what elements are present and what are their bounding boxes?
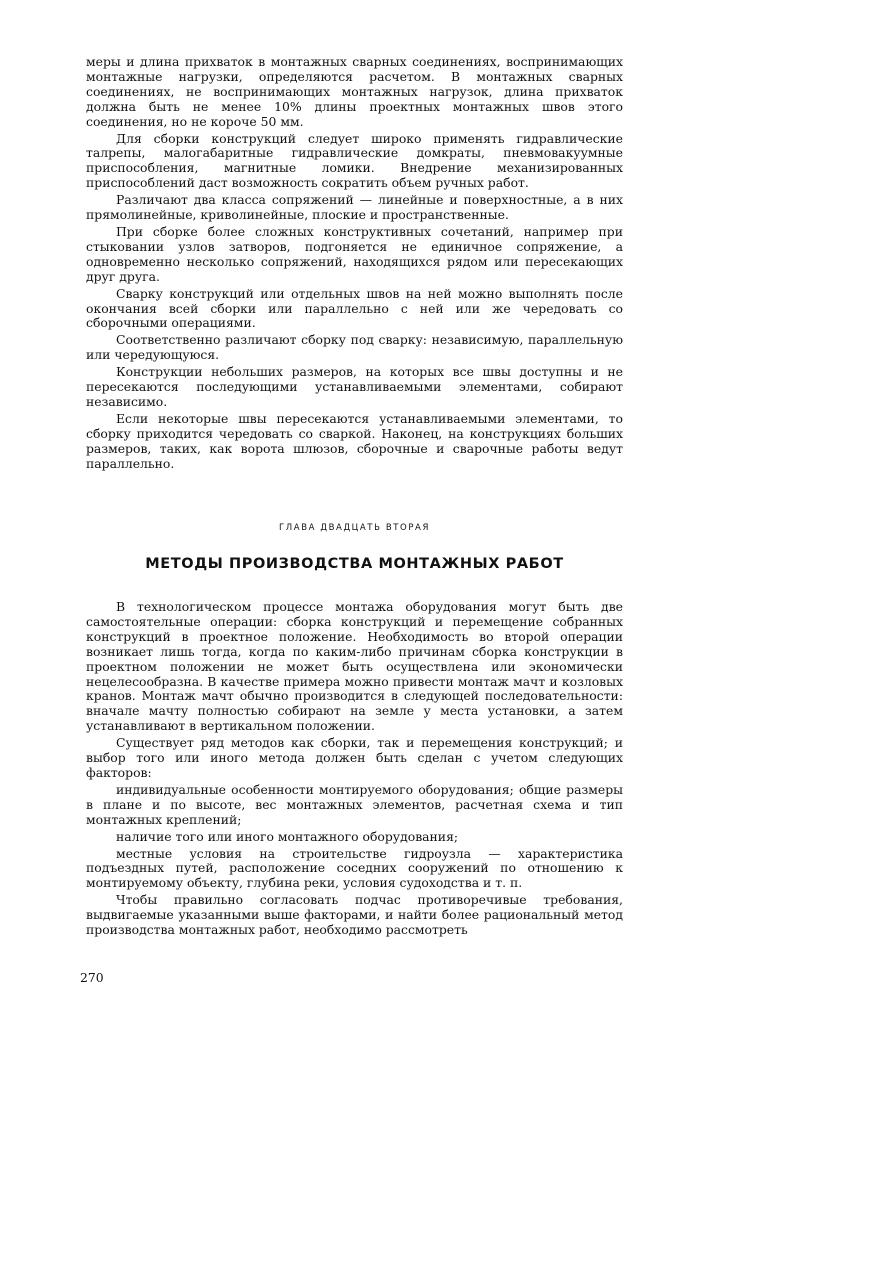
- paragraph: Существует ряд методов как сборки, так и перемещения конструкций; и выбор того или иного метода должен быть сделан с учетом следующих факторов:: [86, 735, 623, 780]
- page-number: 270: [80, 970, 104, 985]
- chapter-title: МЕТОДЫ ПРОИЗВОДСТВА МОНТАЖНЫХ РАБОТ: [145, 556, 564, 572]
- paragraph: наличие того или иного монтажного оборудования;: [116, 828, 459, 844]
- paragraph: Чтобы правильно согласовать подчас противоречивые требования, выдвигаемые указанными выше факторами, и найти более рациональный метод производства монтажных работ, необходимо рассмотреть: [86, 892, 623, 938]
- top-text-block: [86, 55, 623, 473]
- paragraph: Если некоторые швы пересекаются устанавливаемыми элементами, то сборку приходится чередовать со сваркой. Наконец, на конструкциях больших размеров, таких, как ворота шлюзов, сборочные и сварочные работы ведут параллельно.: [86, 410, 623, 471]
- chapter-label: ГЛАВА ДВАДЦАТЬ ВТОРАЯ: [279, 523, 430, 533]
- paragraph: Для сборки конструкций следует широко применять гидравлические талрепы, малогабаритные гидравлические домкраты, пневмовакуумные приспособления, магнитные ломики. Внедрение механизированных приспособлений даст возможность сократить объем ручных работ.: [86, 130, 623, 191]
- paragraph: Соответственно различают сборку под сварку: независимую, параллельную или чередующуюся.: [86, 332, 623, 363]
- paragraph: меры и длина прихваток в монтажных сварных соединениях, воспринимающих монтажные нагрузки, определяются расчетом. В монтажных сварных соединениях, не воспринимающих монтажных нагрузок, длина прихваток должна быть не менее 10% длины проектных монтажных швов этого соединения, но не короче 50 мм.: [86, 54, 623, 129]
- paragraph: местные условия на строительстве гидроузла — характеристика подъездных путей, расположение соседних сооружений по отношению к монтируемому объекту, глубина реки, условия судоходства и т. п.: [86, 845, 623, 891]
- paragraph: индивидуальные особенности монтируемого оборудования; общие размеры в плане и по высоте, вес монтажных элементов, расчетная схема и тип монтажных креплений;: [86, 781, 623, 827]
- paragraph: В технологическом процессе монтажа оборудования могут быть две самостоятельные операции: сборка конструкций и перемещение собранных конструкций в проектное положение. Необходимость во второй операции возникает лишь тогда, когда по каким-либо причинам сборка конструкции в проектном положении не может быть осуществлена или экономически нецелесообразна. В качестве примера можно привести монтаж мачт и козловых кранов. Монтаж мачт обычно производится в следующей последовательности: вначале мачту полностью собирают на земле у места установки, а затем устанавливают в вертикальном положении.: [86, 599, 623, 734]
- bottom-text-block: [86, 600, 623, 940]
- paragraph: Различают два класса сопряжений — линейные и поверхностные, а в них прямолинейные, криволинейные, плоские и пространственные.: [86, 192, 623, 223]
- paragraph: Конструкции небольших размеров, на которых все швы доступны и не пересекаются последующими устанавливаемыми элементами, собирают независимо.: [86, 364, 623, 409]
- paragraph: При сборке более сложных конструктивных сочетаний, например при стыковании узлов затворов, подгоняется не единичное сопряжение, а одновременно несколько сопряжений, находящихся рядом или пересекающих друг друга.: [86, 223, 623, 284]
- paragraph: Сварку конструкций или отдельных швов на ней можно выполнять после окончания всей сборки или параллельно с ней или же чередовать со сборочными операциями.: [86, 285, 623, 331]
